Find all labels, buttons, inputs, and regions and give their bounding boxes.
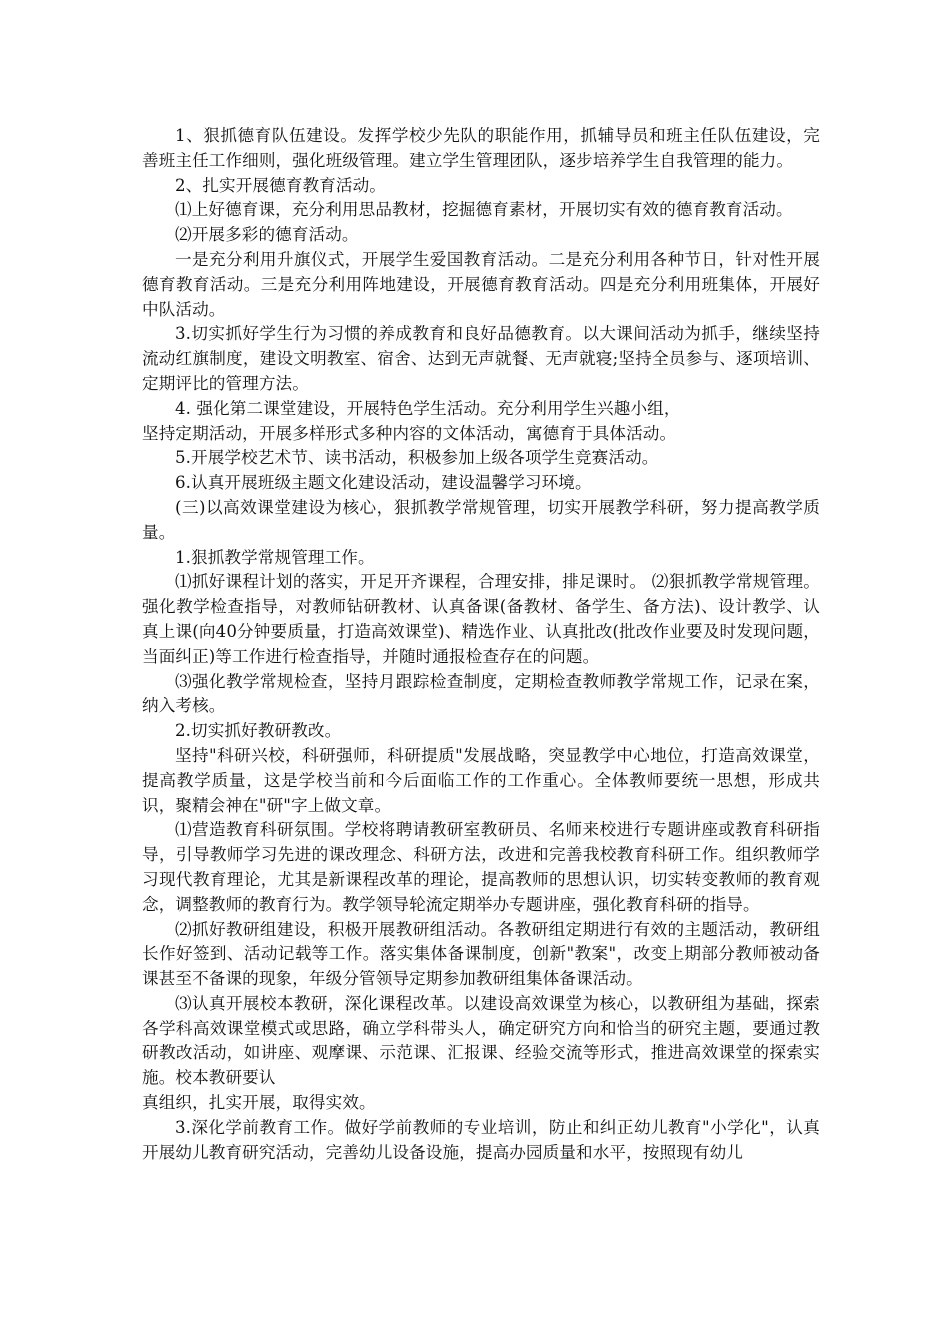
paragraph-preschool-education: 3.深化学前教育工作。做好学前教师的专业培训，防止和纠正幼儿教育"小学化"，认真开展幼儿教育研究活动，完善幼儿设备设施，提高办园质量和水平，按照现有幼儿 xyxy=(142,1117,820,1162)
paragraph-moral-activities: 2、扎实开展德育教育活动。 xyxy=(175,175,386,195)
paragraph-regular-activities: 坚持定期活动，开展多样形式多种内容的文体活动，寓德育于具体活动。 xyxy=(142,423,677,443)
paragraph-teaching-research: 2.切实抓好教研教改。 xyxy=(175,721,342,741)
paragraph-moral-team: 1、狠抓德育队伍建设。发挥学校少先队的职能作用，抓辅导员和班主任队伍建设，完善班主任工作细则，强化班级管理。建立学生管理团队，逐步培养学生自我管理的能力。 xyxy=(142,126,820,170)
paragraph-course-plan: ⑴抓好课程计划的落实，开足开齐课程，合理安排，排足课时。 ⑵狠抓教学常规管理。强化教学检查指导，对教师钻研教材、认真备课(备教材、备学生、备方法)、设计教学、认真上课(向40分钟要质量，打造高效课堂)、精选作业、认真批改(批改作业要及时发现问题，当面纠正)等工作进行检查指导，并随时通报检查存在的问题。 xyxy=(142,572,820,666)
paragraph-art-festival: 5.开展学校艺术节、读书活动，积极参加上级各项学生竞赛活动。 xyxy=(175,448,659,468)
section-heading-efficient-classroom: (三)以高效课堂建设为核心，狠抓教学常规管理，切实开展教学科研，努力提高教学质量。 xyxy=(142,497,820,542)
paragraph-school-research: ⑶认真开展校本教研，深化课程改革。以建设高效课堂为核心，以教研组为基础，探索各学科高效课堂模式或思路，确立学科带头人，确定研究方向和恰当的研究主题，要通过教研教改活动，如讲座、观摩课、示范课、汇报课、经验交流等形式，推进高效课堂的探索实施。校本教研要认 xyxy=(142,993,820,1088)
paragraph-second-classroom: 4. 强化第二课堂建设，开展特色学生活动。充分利用学生兴趣小组， xyxy=(175,398,681,418)
paragraph-research-groups: ⑵抓好教研组建设，积极开展教研组活动。各教研组定期进行有效的主题活动，教研组长作好签到、活动记载等工作。落实集体备课制度，创新"教案"，改变上期部分教师被动备课甚至不备课的现象，年级分管领导定期参加教研组集体备课活动。 xyxy=(142,919,820,989)
paragraph-colorful-activities: ⑵开展多彩的德育活动。 xyxy=(175,225,359,245)
paragraph-solid-implementation: 真组织，扎实开展，取得实效。 xyxy=(142,1093,376,1113)
paragraph-class-culture: 6.认真开展班级主题文化建设活动，建设温馨学习环境。 xyxy=(175,473,592,493)
paragraph-routine-inspection: ⑶强化教学常规检查，坚持月跟踪检查制度，定期检查教师教学常规工作，记录在案，纳入考核。 xyxy=(142,671,820,716)
paragraph-habits-education: 3.切实抓好学生行为习惯的养成教育和良好品德教育。以大课间活动为抓手，继续坚持流动红旗制度，建设文明教室、宿舍、达到无声就餐、无声就寝;坚持全员参与、逐项培训、定期评比的管理方法。 xyxy=(142,324,820,393)
paragraph-flag-ceremony: 一是充分利用升旗仪式，开展学生爱国教育活动。二是充分利用各种节日，针对性开展德育教育活动。三是充分利用阵地建设，开展德育教育活动。四是充分利用班集体，开展好中队活动。 xyxy=(142,249,820,319)
paragraph-moral-class: ⑴上好德育课，充分利用思品教材，挖掘德育素材，开展切实有效的德育教育活动。 xyxy=(175,200,793,220)
paragraph-research-strategy: 坚持"科研兴校，科研强师，科研提质"发展战略，突显教学中心地位，打造高效课堂，提高教学质量，这是学校当前和今后面临工作的工作重心。全体教师要统一思想，形成共识，聚精会神在"研"字上做文章。 xyxy=(142,745,820,815)
paragraph-teaching-routine: 1.狠抓教学常规管理工作。 xyxy=(175,547,375,567)
paragraph-research-atmosphere: ⑴营造教育科研氛围。学校将聘请教研室教研员、名师来校进行专题讲座或教育科研指导，引导教师学习先进的课改理念、科研方法，改进和完善我校教育科研工作。组织教师学习现代教育理论，尤其是新课程改革的理论，提高教师的思想认识，切实转变教师的教育观念，调整教师的教育行为。教学领导轮流定期举办专题讲座，强化教育科研的指导。 xyxy=(142,820,820,914)
